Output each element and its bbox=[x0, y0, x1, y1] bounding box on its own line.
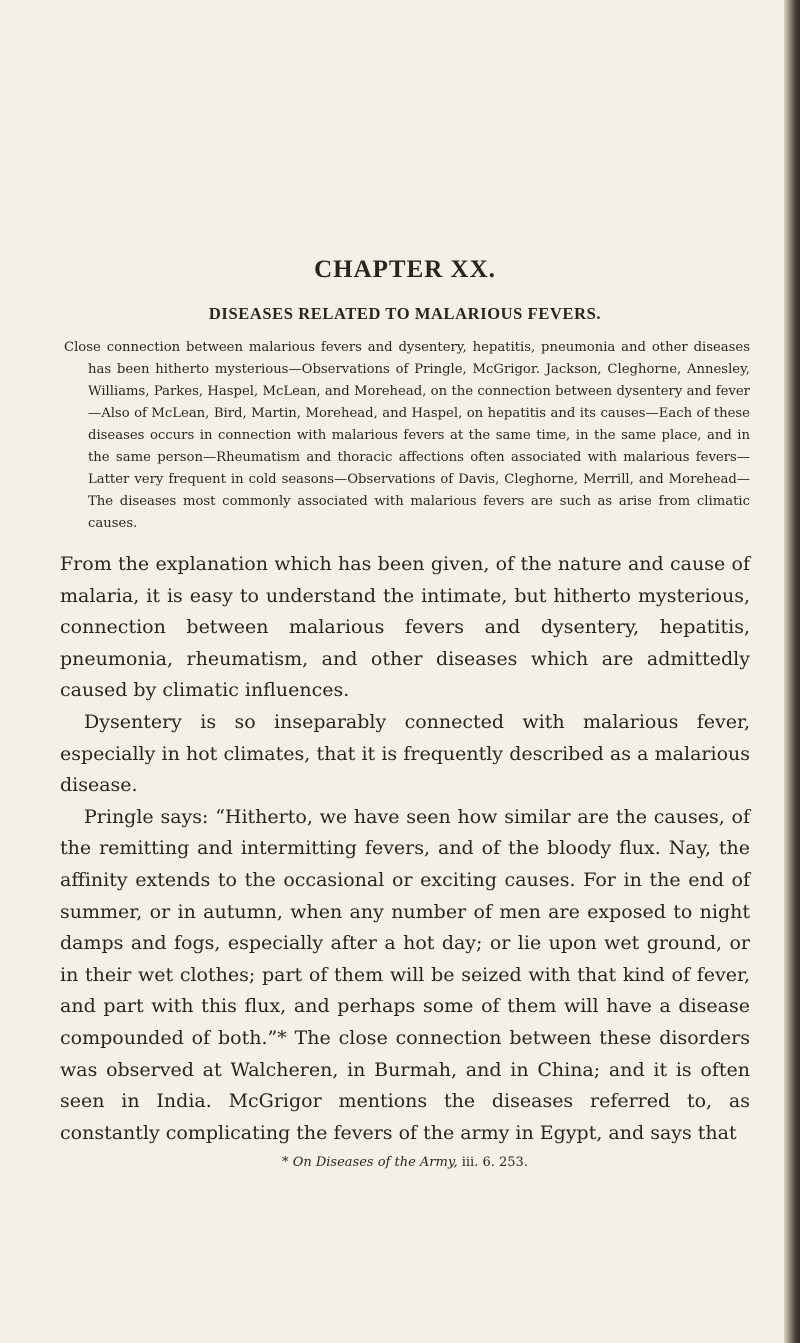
body-paragraph-2: Dysentery is so inseparably connected with malarious fever, especially in hot climates, that it is frequently described as a malarious disease. bbox=[60, 710, 750, 797]
chapter-title: CHAPTER XX. bbox=[314, 256, 496, 283]
footnote-reference: iii. 6. 253. bbox=[457, 1155, 528, 1171]
page-content bbox=[60, 255, 750, 1173]
footnote-title: On Diseases of the Army, bbox=[292, 1155, 458, 1171]
body-text bbox=[60, 549, 750, 1149]
chapter-subtitle: DISEASES RELATED TO MALARIOUS FEVERS. bbox=[208, 304, 602, 323]
footnote bbox=[60, 1153, 750, 1173]
body-paragraph-3: Pringle says: “Hitherto, we have seen how similar are the causes, of the remitting and intermitting fevers, and of the bloody flux. Nay, the affinity extends to the occasional or exciting causes. For in the end of summer, or in autumn, when any number of men are exposed to night damps and fogs, especially after a hot day; or lie upon wet ground, or in their wet clothes; part of them will be seized with that kind of fever, and part with this flux, and perhaps some of them will have a disease compounded of both.”* The close connection between these disorders was observed at Walcheren, in Burmah, and in China; and it is often seen in India. McGrigor mentions the diseases referred to, as constantly complicating the fevers of the army in Egypt, and says that bbox=[60, 805, 750, 1144]
page-edge-shadow bbox=[784, 0, 800, 1343]
body-paragraph-1: From the explanation which has been given, of the nature and cause of malaria, it is easy to understand the intimate, but hitherto mysterious, connection between malarious fevers and dysentery, hepatitis, pneumonia, rheumatism, and other diseases which are admittedly caused by climatic influences. bbox=[60, 553, 750, 702]
chapter-synopsis: Close connection between malarious fevers and dysentery, hepatitis, pneumonia and other diseases has been hitherto mysterious—Observations of Pringle, McGrigor. Jackson, Cleghorne, Annesley, Williams, Parkes, Haspel, McLean, and Morehead, on the connection between dysentery and fever—Also of McLean, Bird, Martin, Morehead, and Haspel, on hepatitis and its causes—Each of these diseases occurs in connection with malarious fevers at the same time, in the same place, and in the same person—Rheumatism and thoracic affections often associated with malarious fevers—Latter very frequent in cold seasons—Observations of Davis, Cleghorne, Merrill, and Morehead—The diseases most commonly associated with malarious fevers are such as arise from climatic causes. bbox=[64, 340, 750, 531]
footnote-marker: * bbox=[282, 1155, 293, 1171]
